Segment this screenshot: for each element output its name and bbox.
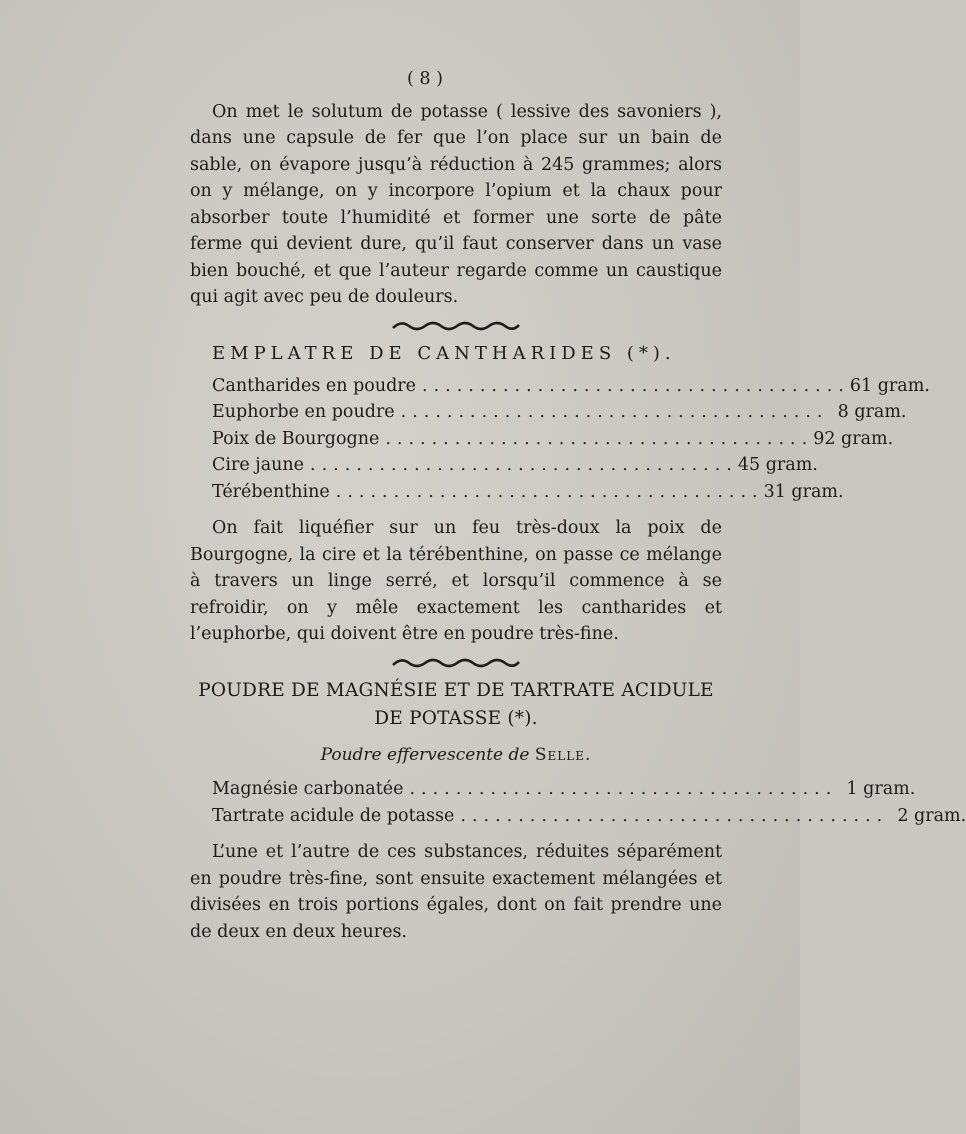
ingredient-name: Poix de Bourgogne (212, 428, 380, 449)
ingredient-quantity: 45 gram. (737, 455, 818, 475)
leader-dots: ..................................... (400, 402, 829, 422)
ingredient-quantity: 61 gram. (849, 375, 930, 396)
ingredient-quantity: 31 gram. (763, 481, 844, 502)
ingredient-quantity: 92 gram. (813, 428, 894, 449)
intro-paragraph: On met le solutum de potasse ( lessive des savoniers ), dans une capsule de fer que l’on place sur un bain de sable, on évapore jusqu’à réduction à 245 grammes; alors on y mélange, on y incorpore l’opium et la chaux pour absorber toute l’humidité et former une sorte de pâte ferme qui devient dure, qu’il faut conserver dans un vase bien bouché, et que l’auteur regarde comme un caustique qui agit avec peu de douleurs. (190, 101, 722, 307)
leader-dots: ..................................... (422, 375, 850, 396)
ornament-divider (391, 319, 521, 333)
ingredient-row (212, 399, 907, 426)
instructions-magnesie: L’une et l’autre de ces substances, réduites séparément en poudre très-fine, sont ensuite exactement mélangées et divisées en trois portions égales, dont on fait prendre une de deux en deux heures. (190, 842, 722, 942)
page-number: ( 8 ) (407, 69, 443, 89)
ingredient-name: Tartrate acidule de potasse (212, 805, 455, 826)
ingredient-row (212, 373, 930, 400)
recipe-list-magnesie (212, 776, 966, 829)
ingredient-quantity: 8 gram. (837, 402, 907, 422)
instructions-cantharides: On fait liquéfier sur un feu très-doux la poix de Bourgogne, la cire et la térébenthine, on passe ce mélange à travers un linge serré, et lorsqu’il commence à se refroidir, on y mêle exactement les cantharides et l’euphorbe, qui doivent être en poudre très-fine. (190, 518, 722, 644)
ingredient-row (212, 803, 966, 830)
ingredient-name: Térébenthine (212, 481, 330, 502)
leader-dots: ..................................... (385, 428, 814, 449)
ingredient-quantity: 1 gram. (846, 779, 916, 799)
section-title-emplatre: EMPLATRE DE CANTHARIDES (*). (212, 342, 676, 364)
ingredient-name: Euphorbe en poudre (212, 402, 395, 422)
ingredient-quantity: 2 gram. (897, 805, 966, 826)
subtitle-italic: Poudre effervescente de (320, 744, 530, 765)
section-title-poudre-line2: DE POTASSE (*). (374, 707, 538, 729)
ornament-divider (391, 656, 521, 670)
leader-dots: ..................................... (310, 455, 738, 475)
section-title-poudre-line1: POUDRE DE MAGNÉSIE ET DE TARTRATE ACIDULE (198, 679, 714, 701)
ingredient-row (212, 776, 916, 803)
ingredient-name: Cire jaune (212, 455, 305, 475)
ingredient-row (212, 426, 894, 453)
ingredient-name: Magnésie carbonatée (212, 779, 404, 799)
leader-dots: ..................................... (409, 779, 838, 799)
page-content (190, 66, 966, 945)
section-subtitle (190, 742, 722, 769)
ingredient-row (212, 479, 844, 506)
recipe-list-cantharides (212, 373, 930, 506)
leader-dots: ..................................... (460, 805, 889, 826)
ingredient-name: Cantharides en poudre (212, 375, 417, 396)
leader-dots: ..................................... (335, 481, 764, 502)
ingredient-row (212, 452, 818, 479)
subtitle-author: Selle. (534, 744, 592, 765)
